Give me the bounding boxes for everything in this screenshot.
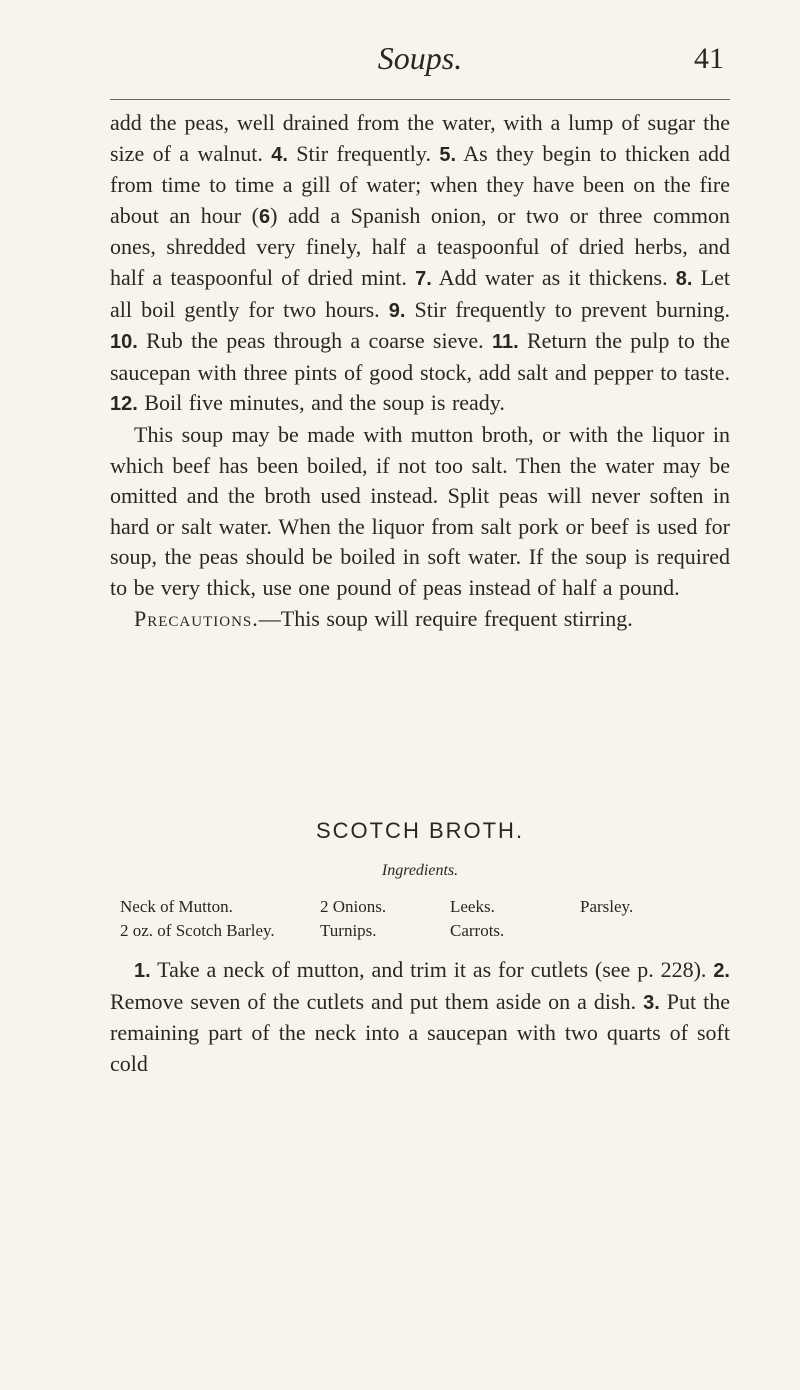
step-number: 10. (110, 331, 138, 354)
recipe-title: SCOTCH BROTH. (315, 818, 525, 843)
precautions-label: Precautions. (134, 605, 259, 631)
step-number: 11. (491, 331, 519, 354)
paragraph: add the peas, well drained from the water, with a lump of sugar the size of a walnut. 4. Stir frequently. 5. As they begin to thicken add from time to time a gill of water; when they have been on the fire about an hour (6) add a Spanish onion, or two or three common ones, shredded very finely, half a teaspoonful of dried herbs, and half a teaspoonful of dried mint. 7. Add water as it thickens. 8. Let all boil gently for two hours. 9. Stir frequently to prevent burning. 10. Rub the peas through a coarse sieve. 11. Return the pulp to the saucepan with three pints of good stock, add salt and pepper to taste. 12. Boil five minutes, and the soup is ready. (110, 110, 731, 416)
ingredient: Carrots. (450, 921, 505, 940)
step-number: 9. (388, 299, 406, 322)
step-number: 8. (675, 267, 693, 290)
paragraph: 1. Take a neck of mutton, and trim it as for cutlets (see p. 228). 2. Remove seven of the cutlets and put them aside on a dish. 3. Put the remaining part of the neck into a saucepan with two quarts of soft cold (110, 957, 730, 1076)
ingredients-row (120, 919, 720, 943)
ingredient: Leeks. (450, 897, 495, 916)
header-rule (110, 99, 730, 100)
step-number: 3. (643, 991, 660, 1014)
ingredients-row (120, 895, 720, 919)
step-number: 12. (110, 393, 138, 416)
paragraph: This soup may be made with mutton broth, or with the liquor in which beef has been boiled, if not too salt. Then the water may be omitted and the broth used instead. Split peas will never soften in hard or salt water. When the liquor from salt pork or beef is used for soup, the peas should be boiled in soft water. If the soup is required to be very thick, use one pound of peas instead of half a pound. (110, 421, 730, 600)
step-number: 4. (271, 143, 288, 166)
ingredient: 2 oz. of Scotch Barley. (120, 921, 275, 940)
step-number: 5. (439, 143, 457, 166)
body-text (110, 108, 730, 634)
ingredient: Neck of Mutton. (120, 897, 233, 916)
ingredient: Turnips. (320, 921, 377, 940)
step-number: 1. (134, 960, 151, 982)
ingredients-label: Ingredients. (381, 862, 459, 879)
paragraph: Precautions.—This soup will require frequent stirring. (134, 605, 633, 631)
step-number: 7. (415, 267, 432, 290)
page-number: 41 (694, 42, 724, 75)
running-title: Soups. (377, 40, 463, 76)
step-number: 2. (713, 960, 730, 982)
ingredient: Parsley. (580, 897, 634, 916)
ingredients-list (120, 895, 720, 943)
ingredient: 2 Onions. (320, 897, 387, 916)
step-number: 6 (259, 205, 271, 228)
recipe-steps (110, 955, 730, 1079)
running-head (110, 40, 730, 90)
